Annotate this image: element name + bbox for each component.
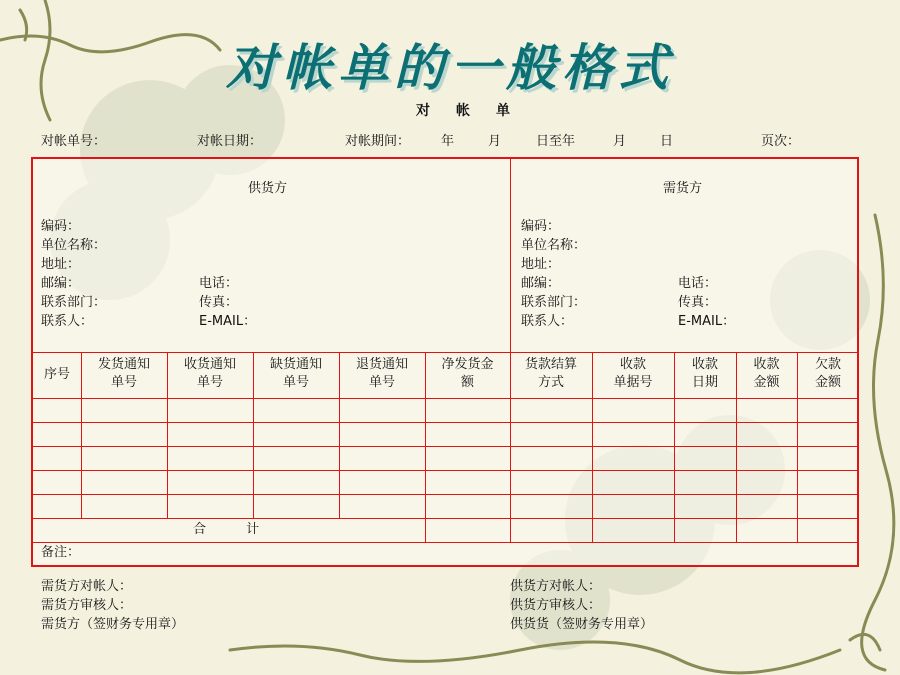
supplier-heading: 供货方: [248, 181, 288, 196]
supplier-postcode: 邮编：: [41, 276, 81, 291]
page-number-label: 页次：: [761, 134, 801, 149]
supplier-reviewer: 供货方审核人：: [510, 598, 602, 613]
period-month-end: 月: [613, 134, 627, 149]
supplier-name: 单位名称：: [41, 238, 107, 253]
buyer-dept: 联系部门：: [521, 295, 587, 310]
period-label: 对帐期间：: [345, 134, 411, 149]
period-year: 年: [441, 134, 455, 149]
buyer-code: 编码：: [521, 219, 561, 234]
period-month: 月: [488, 134, 502, 149]
statement-table: [31, 157, 859, 567]
column-header: 欠款 金额: [814, 357, 841, 390]
buyer-name: 单位名称：: [521, 238, 587, 253]
column-header: 发货通知 单号: [97, 357, 150, 390]
column-header: 货款结算 方式: [524, 357, 577, 390]
column-header: 收货通知 单号: [183, 357, 236, 390]
buyer-reviewer: 需货方审核人：: [41, 598, 133, 613]
supplier-code: 编码：: [41, 219, 81, 234]
party-divider: [510, 159, 511, 352]
supplier-address: 地址：: [41, 257, 81, 272]
buyer-signatures: [41, 577, 184, 634]
supplier-info: [41, 217, 106, 331]
column-header: 缺货通知 单号: [269, 357, 322, 390]
buyer-postcode: 邮编：: [521, 276, 561, 291]
row-line: [33, 542, 859, 543]
supplier-info-right: [199, 274, 256, 331]
buyer-fax: 传真：: [678, 295, 718, 310]
column-header: 收款 金额: [753, 357, 780, 390]
buyer-contact: 联系人：: [521, 314, 574, 329]
period-day-end: 日: [660, 134, 674, 149]
total-label: 合 计: [193, 522, 278, 537]
supplier-dept: 联系部门：: [41, 295, 107, 310]
slide-title: 对帐单的一般格式: [226, 38, 674, 97]
column-header: 净发货金 额: [441, 357, 494, 390]
supplier-fax: 传真：: [199, 295, 239, 310]
buyer-info-right: [678, 274, 735, 331]
column-line: [736, 518, 737, 542]
column-header: 序号: [43, 367, 70, 382]
buyer-email: E-MAIL：: [678, 314, 736, 329]
supplier-phone: 电话：: [199, 276, 239, 291]
supplier-contact: 联系人：: [41, 314, 94, 329]
column-header: 退货通知 单号: [355, 357, 408, 390]
buyer-phone: 电话：: [678, 276, 718, 291]
column-line: [510, 518, 511, 542]
column-line: [797, 518, 798, 542]
supplier-email: E-MAIL：: [199, 314, 257, 329]
period-day-to-year: 日至年: [536, 134, 576, 149]
statement-number-label: 对帐单号：: [41, 134, 107, 149]
remarks-label: 备注：: [41, 545, 81, 560]
column-line: [592, 518, 593, 542]
buyer-address: 地址：: [521, 257, 561, 272]
document-title: 对帐单: [416, 103, 536, 119]
buyer-seal: 需货方（签财务专用章）: [41, 617, 185, 632]
supplier-reconciler: 供货方对帐人：: [510, 579, 602, 594]
buyer-heading: 需货方: [663, 181, 703, 196]
column-line: [425, 518, 426, 542]
statement-date-label: 对帐日期：: [197, 134, 263, 149]
buyer-info: [521, 217, 586, 331]
column-line: [674, 518, 675, 542]
supplier-seal: 供货货（签财务专用章）: [510, 617, 654, 632]
supplier-signatures: [510, 577, 653, 634]
buyer-reconciler: 需货方对帐人：: [41, 579, 133, 594]
column-header: 收款 单据号: [613, 357, 653, 390]
column-header: 收款 日期: [691, 357, 718, 390]
